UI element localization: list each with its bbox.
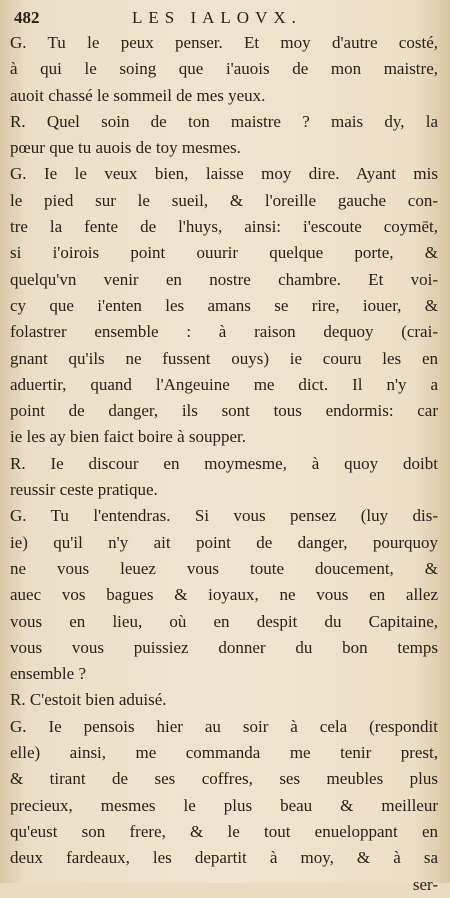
- text-line: G. Tu le peux penser. Et moy d'autre costé,: [10, 33, 438, 52]
- text-line: tre la fente de l'huys, ainsi: i'escoute coymēt,: [10, 217, 438, 237]
- text-line: vous en lieu, où en despit du Capitaine,: [10, 611, 438, 631]
- text-line: ne vous leuez vous toute doucement, &: [10, 558, 438, 578]
- text-line: auoit chassé le sommeil de mes yeux.: [10, 85, 266, 105]
- text-line: quelqu'vn venir en nostre chambre. Et voi-: [10, 269, 438, 289]
- text-line: auec vos bagues & ioyaux, ne vous en allez: [10, 585, 438, 605]
- text-line: ensemble ?: [10, 664, 86, 684]
- page-header: [14, 6, 434, 30]
- text-line: deux fardeaux, les departit à moy, & à sa: [10, 848, 438, 868]
- text-line: gnant qu'ils ne fussent ouys) ie couru les en: [10, 348, 438, 368]
- text-line: G. Tu l'entendras. Si vous pensez (luy dis-: [10, 506, 438, 526]
- text-line: si i'oirois point ouurir quelque porte, &: [10, 243, 438, 263]
- text-line: R. C'estoit bien aduisé.: [10, 690, 167, 710]
- text-line: qu'eust son frere, & le tout enueloppant en: [10, 821, 438, 841]
- text-line: vous vous puissiez donner du bon temps: [10, 637, 438, 657]
- text-line: G. Ie pensois hier au soir à cela (respondit: [10, 716, 438, 736]
- text-line: reussir ceste pratique.: [10, 480, 158, 500]
- text-line: le pied sur le sueil, & l'oreille gauche con-: [10, 190, 438, 210]
- text-line: cy que i'enten les amans se rire, iouer, &: [10, 295, 438, 315]
- page-number: 482: [14, 8, 40, 27]
- text-line: pœur que tu auois de toy mesmes.: [10, 138, 241, 158]
- text-line: G. Ie le veux bien, laisse moy dire. Ayant mis: [10, 164, 438, 184]
- text-line: aduertir, quand l'Angeuine me dict. Il n'y a: [10, 374, 438, 394]
- text-line: point de danger, ils sont tous endormis: car: [10, 401, 438, 421]
- text-line: R. Quel soin de ton maistre ? mais dy, la: [10, 111, 438, 131]
- page-text: [10, 30, 438, 898]
- text-line: folastrer ensemble : à raison dequoy (crai-: [10, 322, 438, 342]
- text-line: ie les ay bien faict boire à soupper.: [10, 427, 247, 447]
- text-line: ie) qu'il n'y ait point de danger, pourquoy: [10, 532, 438, 552]
- text-line: precieux, mesmes le plus beau & meilleur: [10, 795, 438, 815]
- text-line: elle) ainsi, me commanda me tenir prest,: [10, 743, 438, 763]
- text-line: à qui le soing que i'auois de mon maistre,: [10, 59, 438, 79]
- text-line: ser-: [412, 874, 438, 894]
- text-line: R. Ie discour en moymesme, à quoy doibt: [10, 453, 438, 473]
- text-line: & tirant de ses coffres, ses meubles plus: [10, 769, 438, 789]
- running-title: LES IALOVX.: [132, 8, 302, 27]
